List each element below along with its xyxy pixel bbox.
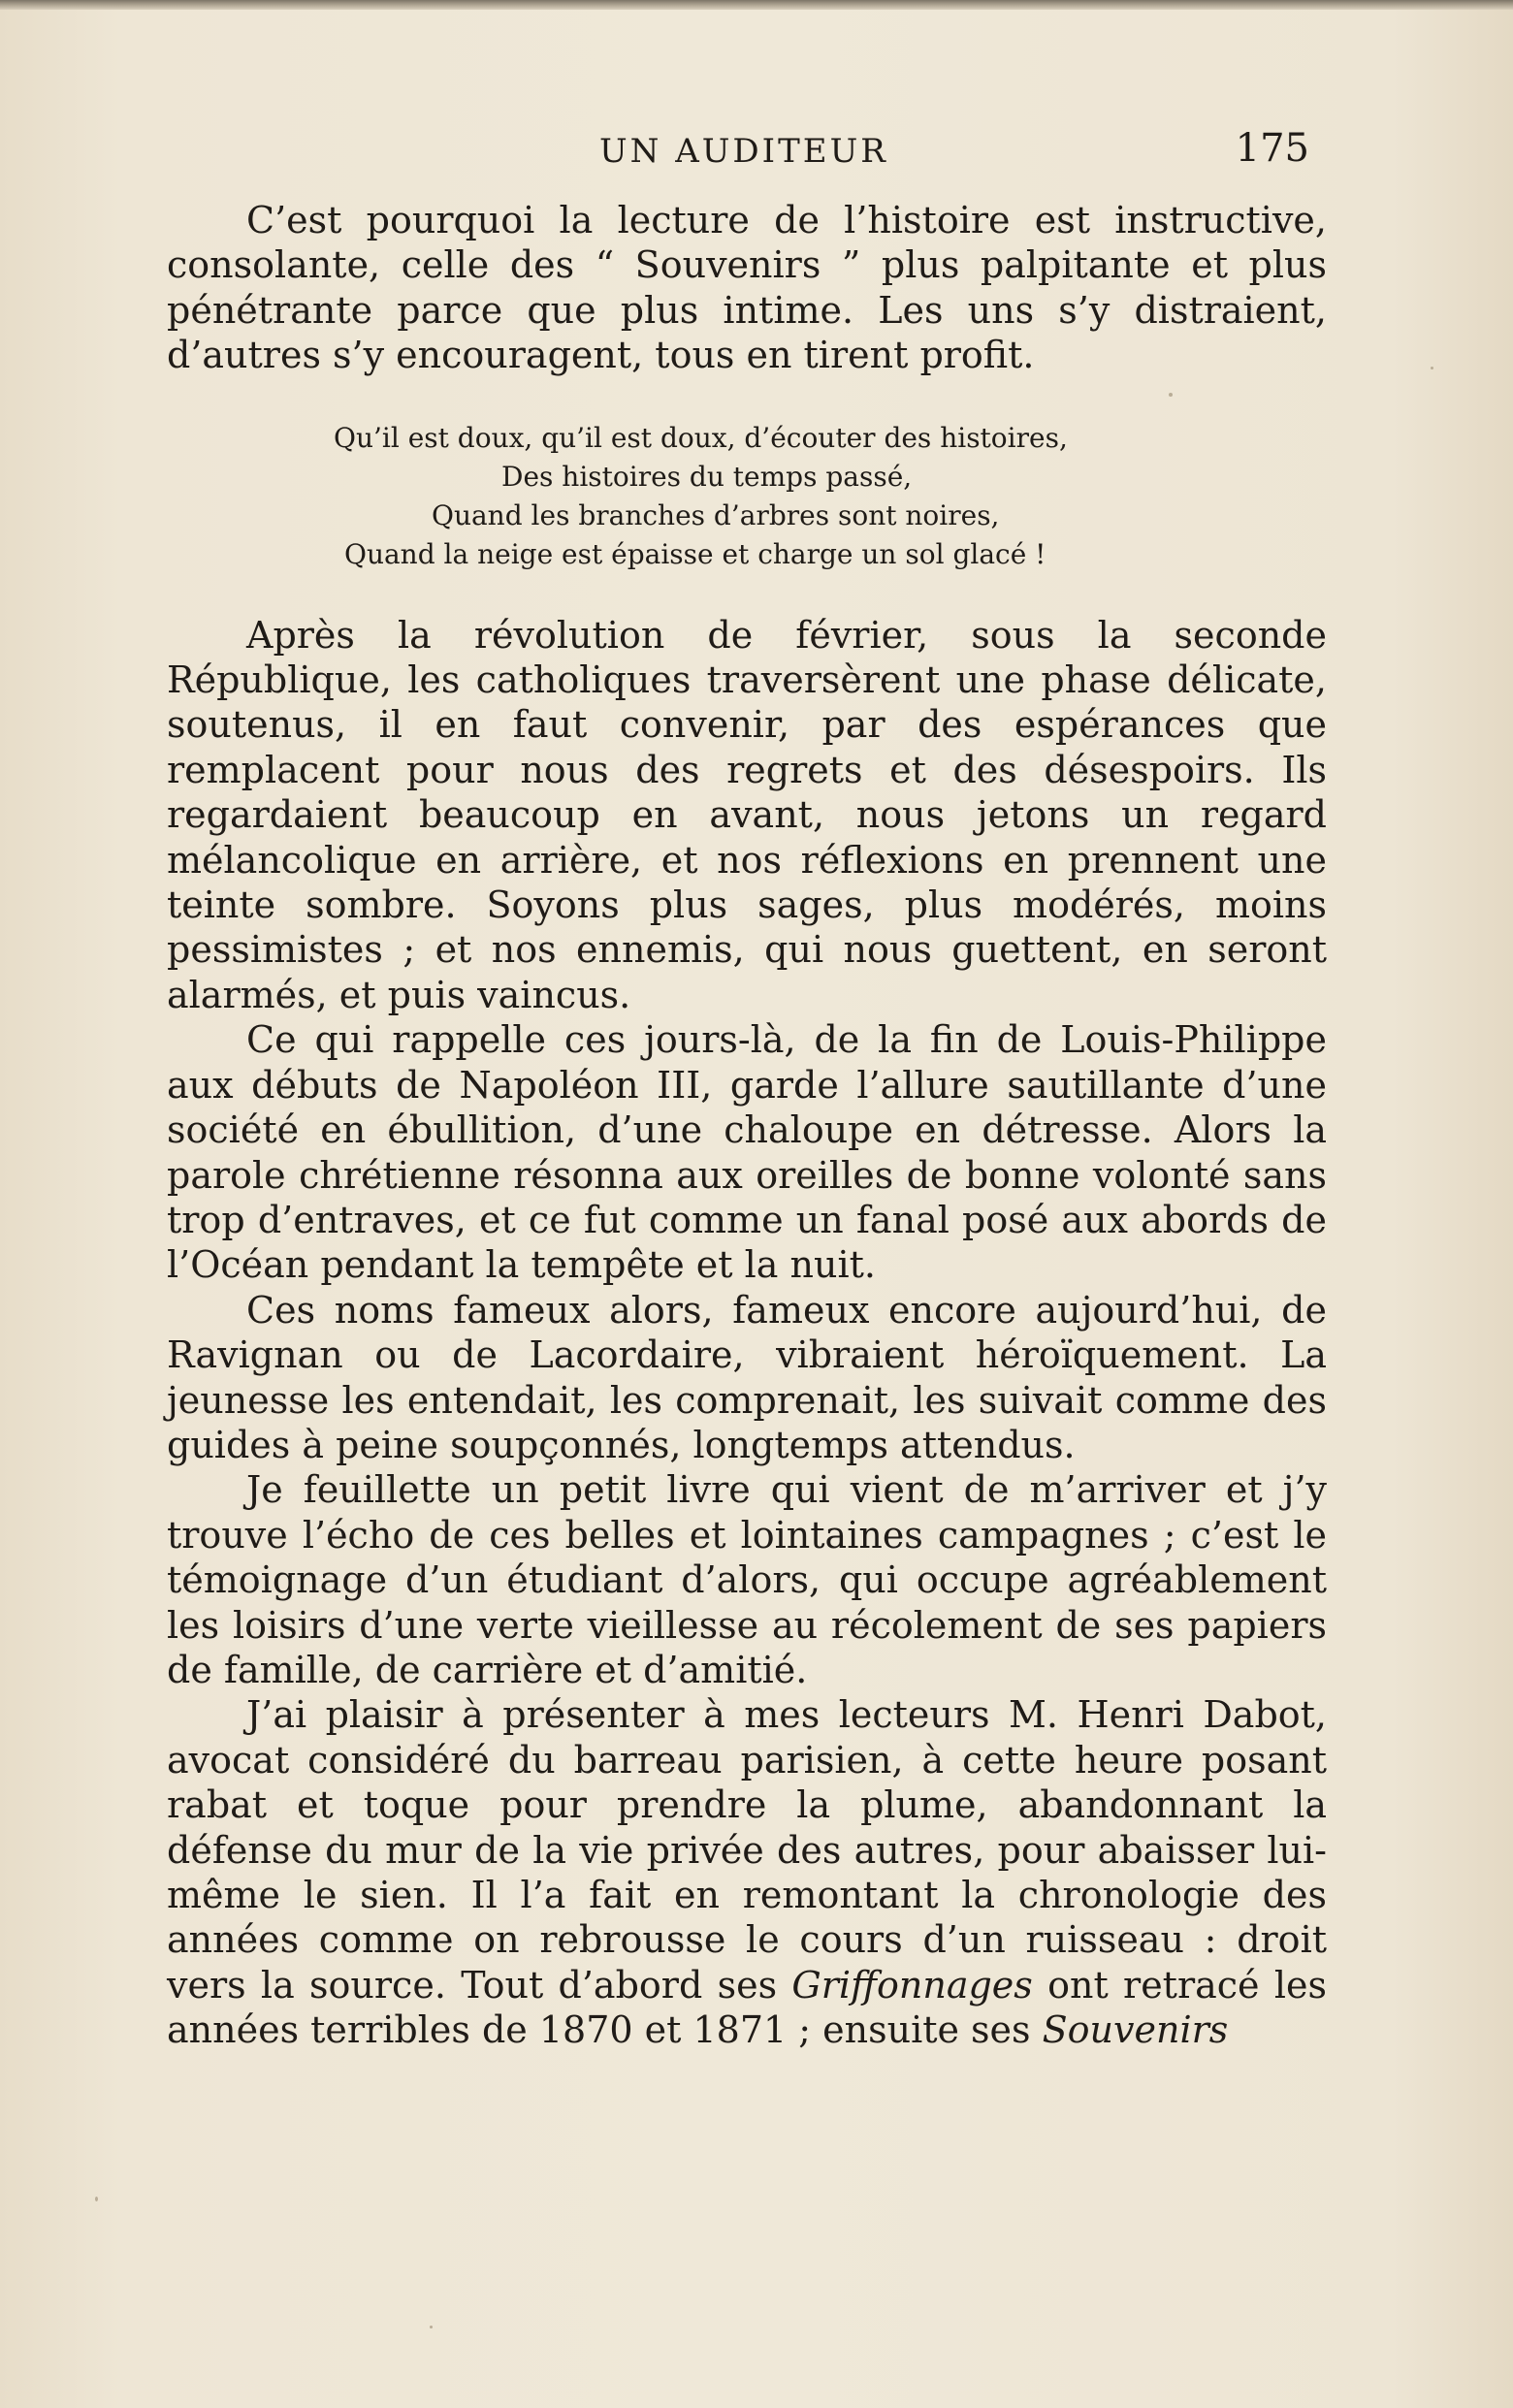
page-header [165,126,1309,175]
paragraph-1: C’est pourquoi la lecture de l’histoire est instructive, consolante, celle des “ Souvenirs ” plus palpitante et plus pénétrante parce que plus intime. Les uns s’y distraient, d’autres s’y encouragent, tous en tirent profit. [167,199,1327,377]
paper-speck [95,2197,98,2201]
paragraph-4: Ces noms fameux alors, fameux encore aujourd’hui, de Ravignan ou de Lacordaire, vibraient héroïquement. La jeunesse les entendait, les comprenait, les suivait comme des guides à peine soupçonnés, longtemps attendus. [167,1288,1327,1466]
title-souvenirs: Souvenirs [1042,2008,1229,2052]
verse-line-4: Quand la neige est épaisse et charge un sol glacé ! [344,537,1046,570]
paragraph-2: Après la révolution de février, sous la seconde République, les catholiques traversèrent une phase délicate, soutenus, il en faut convenir, par des espérances que remplacent pour nous des regrets et des désespoirs. Ils regardaient beaucoup en avant, nous jetons un regard mélancolique en arrière, et nos réflexions en prennent une teinte sombre. Soyons plus sages, plus modérés, moins pessimistes ; et nos ennemis, qui nous guettent, en seront alarmés, et puis vaincus. [167,613,1327,1016]
paragraph-6-text-a: J’ai plaisir à présenter à mes lecteurs M. Henri Dabot, avocat considéré du barreau parisien, à cette heure posant rabat et toque pour prendre la plume, abandonnant la défense du mur de la vie privée des autres, pour abaisser lui-même le sien. Il l’a fait en remontant la chronologie des années comme on rebrousse le cours d’un ruisseau : droit vers la source. Tout d’abord ses [167,1693,1327,2007]
verse-line-1: Qu’il est doux, qu’il est doux, d’écouter des histoires, [334,421,1068,454]
paragraph-3: Ce qui rappelle ces jours-là, de la fin de Louis-Philippe aux débuts de Napoléon III, garde l’allure sautillante d’une société en ébullition, d’une chaloupe en détresse. Alors la parole chrétienne résonna aux oreilles de bonne volonté sans trop d’entraves, et ce fut comme un fanal posé aux abords de l’Océan pendant la tempête et la nuit. [167,1018,1327,1287]
title-griffonnages: Griffonnages [791,1963,1033,2007]
verse-line-2: Des histoires du temps passé, [501,460,913,493]
paper-speck [1431,367,1433,369]
paragraph-5: Je feuillette un petit livre qui vient de m’arriver et j’y trouve l’écho de ces belles et lointaines campagnes ; c’est le témoignage d’un étudiant d’alors, qui occupe agréablement les loisirs d’une verte vieillesse au récolement de ses papiers de famille, de carrière et d’amitié. [167,1468,1327,1691]
paper-speck [1169,393,1173,397]
paragraph-6 [167,1692,1327,2052]
verse-line-3: Quand les branches d’arbres sont noires, [432,498,1000,531]
paragraph-6-text-b: ont retracé les années terribles de 1870 et 1871 ; ensuite ses [167,1963,1327,2052]
verse-quotation [167,419,1327,576]
page-number: 175 [1235,126,1309,171]
paper-speck [430,2326,433,2328]
body-text [167,198,1327,2053]
page-top-edge [0,0,1513,10]
running-head: UN AUDITEUR [599,132,888,171]
